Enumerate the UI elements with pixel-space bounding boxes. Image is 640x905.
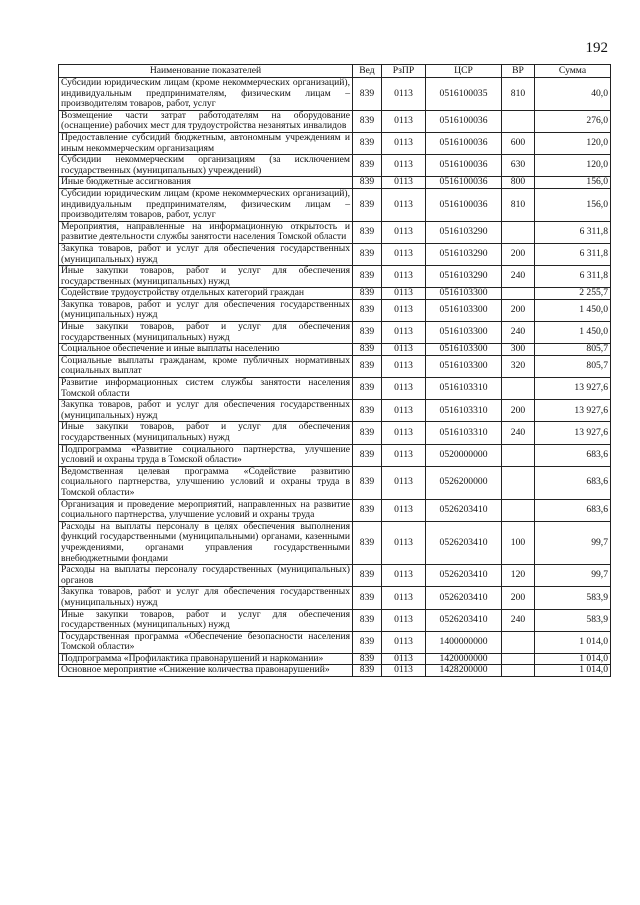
cell-rz: 0113 xyxy=(382,466,426,499)
cell-sum: 1 450,0 xyxy=(535,299,611,321)
cell-sum: 583,9 xyxy=(535,587,611,609)
table-row xyxy=(59,665,611,677)
table-row xyxy=(59,521,611,564)
cell-ved: 839 xyxy=(353,188,382,221)
header-sum: Сумма xyxy=(535,65,611,78)
cell-ved: 839 xyxy=(353,110,382,132)
cell-rz: 0113 xyxy=(382,188,426,221)
cell-ved: 839 xyxy=(353,499,382,521)
table-row xyxy=(59,653,611,665)
cell-vr: 200 xyxy=(502,400,535,422)
cell-rz: 0113 xyxy=(382,355,426,377)
cell-vr xyxy=(502,288,535,300)
cell-sum: 805,7 xyxy=(535,344,611,356)
header-name: Наименование показателей xyxy=(59,65,353,78)
cell-name: Ведомственная целевая программа «Содействие развитию социального партнерства, улучшению условий и охраны труда в Томской области» xyxy=(59,466,353,499)
cell-name: Социальное обеспечение и иные выплаты населению xyxy=(59,344,353,356)
cell-rz: 0113 xyxy=(382,243,426,265)
cell-csr: 0516103310 xyxy=(426,422,502,444)
table-row xyxy=(59,110,611,132)
cell-sum: 1 450,0 xyxy=(535,322,611,344)
cell-vr: 800 xyxy=(502,177,535,189)
header-ved: Вед xyxy=(353,65,382,78)
cell-vr xyxy=(502,110,535,132)
cell-rz: 0113 xyxy=(382,110,426,132)
cell-csr: 0516103290 xyxy=(426,243,502,265)
table-row xyxy=(59,299,611,321)
cell-ved: 839 xyxy=(353,631,382,653)
cell-ved: 839 xyxy=(353,444,382,466)
cell-vr xyxy=(502,466,535,499)
cell-vr: 240 xyxy=(502,422,535,444)
cell-vr: 320 xyxy=(502,355,535,377)
cell-name: Закупка товаров, работ и услуг для обеспечения государственных (муниципальных) нужд xyxy=(59,299,353,321)
cell-csr: 1400000000 xyxy=(426,631,502,653)
cell-csr: 0516103300 xyxy=(426,344,502,356)
cell-sum: 6 311,8 xyxy=(535,243,611,265)
cell-sum: 583,9 xyxy=(535,609,611,631)
cell-csr: 0516100036 xyxy=(426,155,502,177)
table-row xyxy=(59,466,611,499)
table-row xyxy=(59,188,611,221)
cell-rz: 0113 xyxy=(382,565,426,587)
table-row xyxy=(59,499,611,521)
cell-vr xyxy=(502,444,535,466)
cell-name: Предоставление субсидий бюджетным, автономным учреждениям и иным некоммерческим организациям xyxy=(59,132,353,154)
cell-ved: 839 xyxy=(353,466,382,499)
cell-name: Организация и проведение мероприятий, направленных на развитие социального партнерства, улучшение условий и охраны труда xyxy=(59,499,353,521)
table-row xyxy=(59,221,611,243)
cell-vr: 810 xyxy=(502,78,535,111)
cell-rz: 0113 xyxy=(382,444,426,466)
cell-ved: 839 xyxy=(353,521,382,564)
cell-ved: 839 xyxy=(353,288,382,300)
cell-csr: 0516100035 xyxy=(426,78,502,111)
cell-csr: 0516103300 xyxy=(426,299,502,321)
cell-csr: 0516103310 xyxy=(426,378,502,400)
table-row xyxy=(59,631,611,653)
cell-name: Субсидии юридическим лицам (кроме некоммерческих организаций), индивидуальным предпринимателям, физическим лицам – производителям товаров, работ, услуг xyxy=(59,78,353,111)
cell-sum: 13 927,6 xyxy=(535,422,611,444)
cell-csr: 0526203410 xyxy=(426,521,502,564)
cell-name: Расходы на выплаты персоналу государственных (муниципальных) органов xyxy=(59,565,353,587)
cell-csr: 1420000000 xyxy=(426,653,502,665)
cell-sum: 120,0 xyxy=(535,132,611,154)
cell-sum: 683,6 xyxy=(535,499,611,521)
table-row xyxy=(59,565,611,587)
cell-csr: 0516103310 xyxy=(426,400,502,422)
cell-ved: 839 xyxy=(353,587,382,609)
cell-csr: 0526200000 xyxy=(426,466,502,499)
header-csr: ЦСР xyxy=(426,65,502,78)
cell-rz: 0113 xyxy=(382,177,426,189)
cell-name: Иные закупки товаров, работ и услуг для обеспечения государственных (муниципальных) нужд xyxy=(59,266,353,288)
table-row xyxy=(59,322,611,344)
cell-csr: 0516103290 xyxy=(426,221,502,243)
cell-csr: 0526203410 xyxy=(426,587,502,609)
cell-name: Иные закупки товаров, работ и услуг для обеспечения государственных (муниципальных) нужд xyxy=(59,609,353,631)
cell-name: Возмещение части затрат работодателям на оборудование (оснащение) рабочих мест для трудоустройства незанятых инвалидов xyxy=(59,110,353,132)
cell-sum: 156,0 xyxy=(535,188,611,221)
cell-csr: 0516103290 xyxy=(426,266,502,288)
cell-sum: 276,0 xyxy=(535,110,611,132)
cell-rz: 0113 xyxy=(382,288,426,300)
cell-vr: 200 xyxy=(502,587,535,609)
cell-name: Основное мероприятие «Снижение количества правонарушений» xyxy=(59,665,353,677)
cell-rz: 0113 xyxy=(382,78,426,111)
table-row xyxy=(59,78,611,111)
cell-name: Подпрограмма «Профилактика правонарушений и наркомании» xyxy=(59,653,353,665)
cell-name: Расходы на выплаты персоналу в целях обеспечения выполнения функций государственными (муниципальными) органами, казенными учреждениями, органами управления государственными внебюджетными фондами xyxy=(59,521,353,564)
cell-ved: 839 xyxy=(353,78,382,111)
cell-csr: 0516103300 xyxy=(426,288,502,300)
cell-sum: 2 255,7 xyxy=(535,288,611,300)
cell-rz: 0113 xyxy=(382,665,426,677)
cell-sum: 6 311,8 xyxy=(535,266,611,288)
table-body xyxy=(59,78,611,677)
cell-csr: 0526203410 xyxy=(426,565,502,587)
cell-rz: 0113 xyxy=(382,422,426,444)
cell-name: Закупка товаров, работ и услуг для обеспечения государственных (муниципальных) нужд xyxy=(59,400,353,422)
cell-name: Государственная программа «Обеспечение безопасности населения Томской области» xyxy=(59,631,353,653)
cell-sum: 40,0 xyxy=(535,78,611,111)
cell-csr: 0516100036 xyxy=(426,188,502,221)
cell-vr: 100 xyxy=(502,521,535,564)
header-vr: ВР xyxy=(502,65,535,78)
cell-sum: 120,0 xyxy=(535,155,611,177)
cell-ved: 839 xyxy=(353,609,382,631)
cell-csr: 0520000000 xyxy=(426,444,502,466)
cell-ved: 839 xyxy=(353,665,382,677)
cell-ved: 839 xyxy=(353,132,382,154)
cell-sum: 99,7 xyxy=(535,521,611,564)
cell-vr: 240 xyxy=(502,609,535,631)
cell-rz: 0113 xyxy=(382,631,426,653)
cell-sum: 1 014,0 xyxy=(535,665,611,677)
cell-rz: 0113 xyxy=(382,499,426,521)
cell-vr xyxy=(502,665,535,677)
cell-vr: 200 xyxy=(502,243,535,265)
cell-name: Иные закупки товаров, работ и услуг для обеспечения государственных (муниципальных) нужд xyxy=(59,422,353,444)
cell-name: Иные закупки товаров, работ и услуг для обеспечения государственных (муниципальных) нужд xyxy=(59,322,353,344)
table-row xyxy=(59,422,611,444)
cell-sum: 683,6 xyxy=(535,444,611,466)
cell-rz: 0113 xyxy=(382,299,426,321)
cell-rz: 0113 xyxy=(382,587,426,609)
cell-ved: 839 xyxy=(353,422,382,444)
cell-vr xyxy=(502,499,535,521)
cell-vr: 120 xyxy=(502,565,535,587)
cell-name: Мероприятия, направленные на информационную открытость и развитие деятельности службы занятости населения Томской области xyxy=(59,221,353,243)
cell-ved: 839 xyxy=(353,322,382,344)
cell-rz: 0113 xyxy=(382,378,426,400)
cell-vr xyxy=(502,221,535,243)
table-row xyxy=(59,609,611,631)
cell-sum: 156,0 xyxy=(535,177,611,189)
cell-sum: 1 014,0 xyxy=(535,653,611,665)
cell-rz: 0113 xyxy=(382,653,426,665)
cell-vr xyxy=(502,653,535,665)
cell-csr: 0516103300 xyxy=(426,322,502,344)
table-row xyxy=(59,400,611,422)
table-header-row xyxy=(59,65,611,78)
cell-csr: 0526203410 xyxy=(426,609,502,631)
cell-sum: 13 927,6 xyxy=(535,378,611,400)
cell-ved: 839 xyxy=(353,221,382,243)
cell-ved: 839 xyxy=(353,243,382,265)
cell-ved: 839 xyxy=(353,653,382,665)
table-row xyxy=(59,132,611,154)
cell-ved: 839 xyxy=(353,565,382,587)
cell-name: Закупка товаров, работ и услуг для обеспечения государственных (муниципальных) нужд xyxy=(59,243,353,265)
cell-csr: 0516100036 xyxy=(426,110,502,132)
cell-rz: 0113 xyxy=(382,266,426,288)
table-row xyxy=(59,344,611,356)
table-row xyxy=(59,288,611,300)
cell-vr xyxy=(502,378,535,400)
cell-csr: 0516100036 xyxy=(426,177,502,189)
cell-vr: 630 xyxy=(502,155,535,177)
cell-rz: 0113 xyxy=(382,221,426,243)
cell-sum: 13 927,6 xyxy=(535,400,611,422)
cell-name: Социальные выплаты гражданам, кроме публичных нормативных социальных выплат xyxy=(59,355,353,377)
table-row xyxy=(59,155,611,177)
cell-ved: 839 xyxy=(353,299,382,321)
cell-csr: 0526203410 xyxy=(426,499,502,521)
page-number: 192 xyxy=(585,40,608,56)
table-row xyxy=(59,177,611,189)
cell-sum: 6 311,8 xyxy=(535,221,611,243)
cell-ved: 839 xyxy=(353,355,382,377)
table-row xyxy=(59,266,611,288)
cell-sum: 1 014,0 xyxy=(535,631,611,653)
cell-vr xyxy=(502,631,535,653)
cell-vr: 300 xyxy=(502,344,535,356)
cell-csr: 0516100036 xyxy=(426,132,502,154)
header-rzpr: РзПР xyxy=(382,65,426,78)
cell-vr: 240 xyxy=(502,266,535,288)
cell-ved: 839 xyxy=(353,344,382,356)
table-row xyxy=(59,444,611,466)
cell-rz: 0113 xyxy=(382,609,426,631)
cell-name: Подпрограмма «Развитие социального партнерства, улучшение условий и охраны труда в Томской области» xyxy=(59,444,353,466)
cell-ved: 839 xyxy=(353,400,382,422)
cell-sum: 99,7 xyxy=(535,565,611,587)
table-row xyxy=(59,587,611,609)
cell-ved: 839 xyxy=(353,177,382,189)
budget-table xyxy=(58,64,611,677)
cell-ved: 839 xyxy=(353,378,382,400)
table-row xyxy=(59,243,611,265)
cell-rz: 0113 xyxy=(382,521,426,564)
cell-rz: 0113 xyxy=(382,344,426,356)
cell-name: Иные бюджетные ассигнования xyxy=(59,177,353,189)
cell-vr: 810 xyxy=(502,188,535,221)
cell-name: Закупка товаров, работ и услуг для обеспечения государственных (муниципальных) нужд xyxy=(59,587,353,609)
cell-rz: 0113 xyxy=(382,322,426,344)
table-row xyxy=(59,355,611,377)
cell-rz: 0113 xyxy=(382,400,426,422)
cell-csr: 1428200000 xyxy=(426,665,502,677)
cell-vr: 240 xyxy=(502,322,535,344)
cell-sum: 683,6 xyxy=(535,466,611,499)
cell-vr: 200 xyxy=(502,299,535,321)
cell-sum: 805,7 xyxy=(535,355,611,377)
cell-name: Содействие трудоустройству отдельных категорий граждан xyxy=(59,288,353,300)
cell-csr: 0516103300 xyxy=(426,355,502,377)
table-row xyxy=(59,378,611,400)
cell-name: Субсидии некоммерческим организациям (за исключением государственных (муниципальных) учреждений) xyxy=(59,155,353,177)
cell-ved: 839 xyxy=(353,266,382,288)
cell-name: Развитие информационных систем службы занятости населения Томской области xyxy=(59,378,353,400)
cell-rz: 0113 xyxy=(382,132,426,154)
cell-name: Субсидии юридическим лицам (кроме некоммерческих организаций), индивидуальным предпринимателям, физическим лицам – производителям товаров, работ, услуг xyxy=(59,188,353,221)
cell-ved: 839 xyxy=(353,155,382,177)
cell-vr: 600 xyxy=(502,132,535,154)
cell-rz: 0113 xyxy=(382,155,426,177)
